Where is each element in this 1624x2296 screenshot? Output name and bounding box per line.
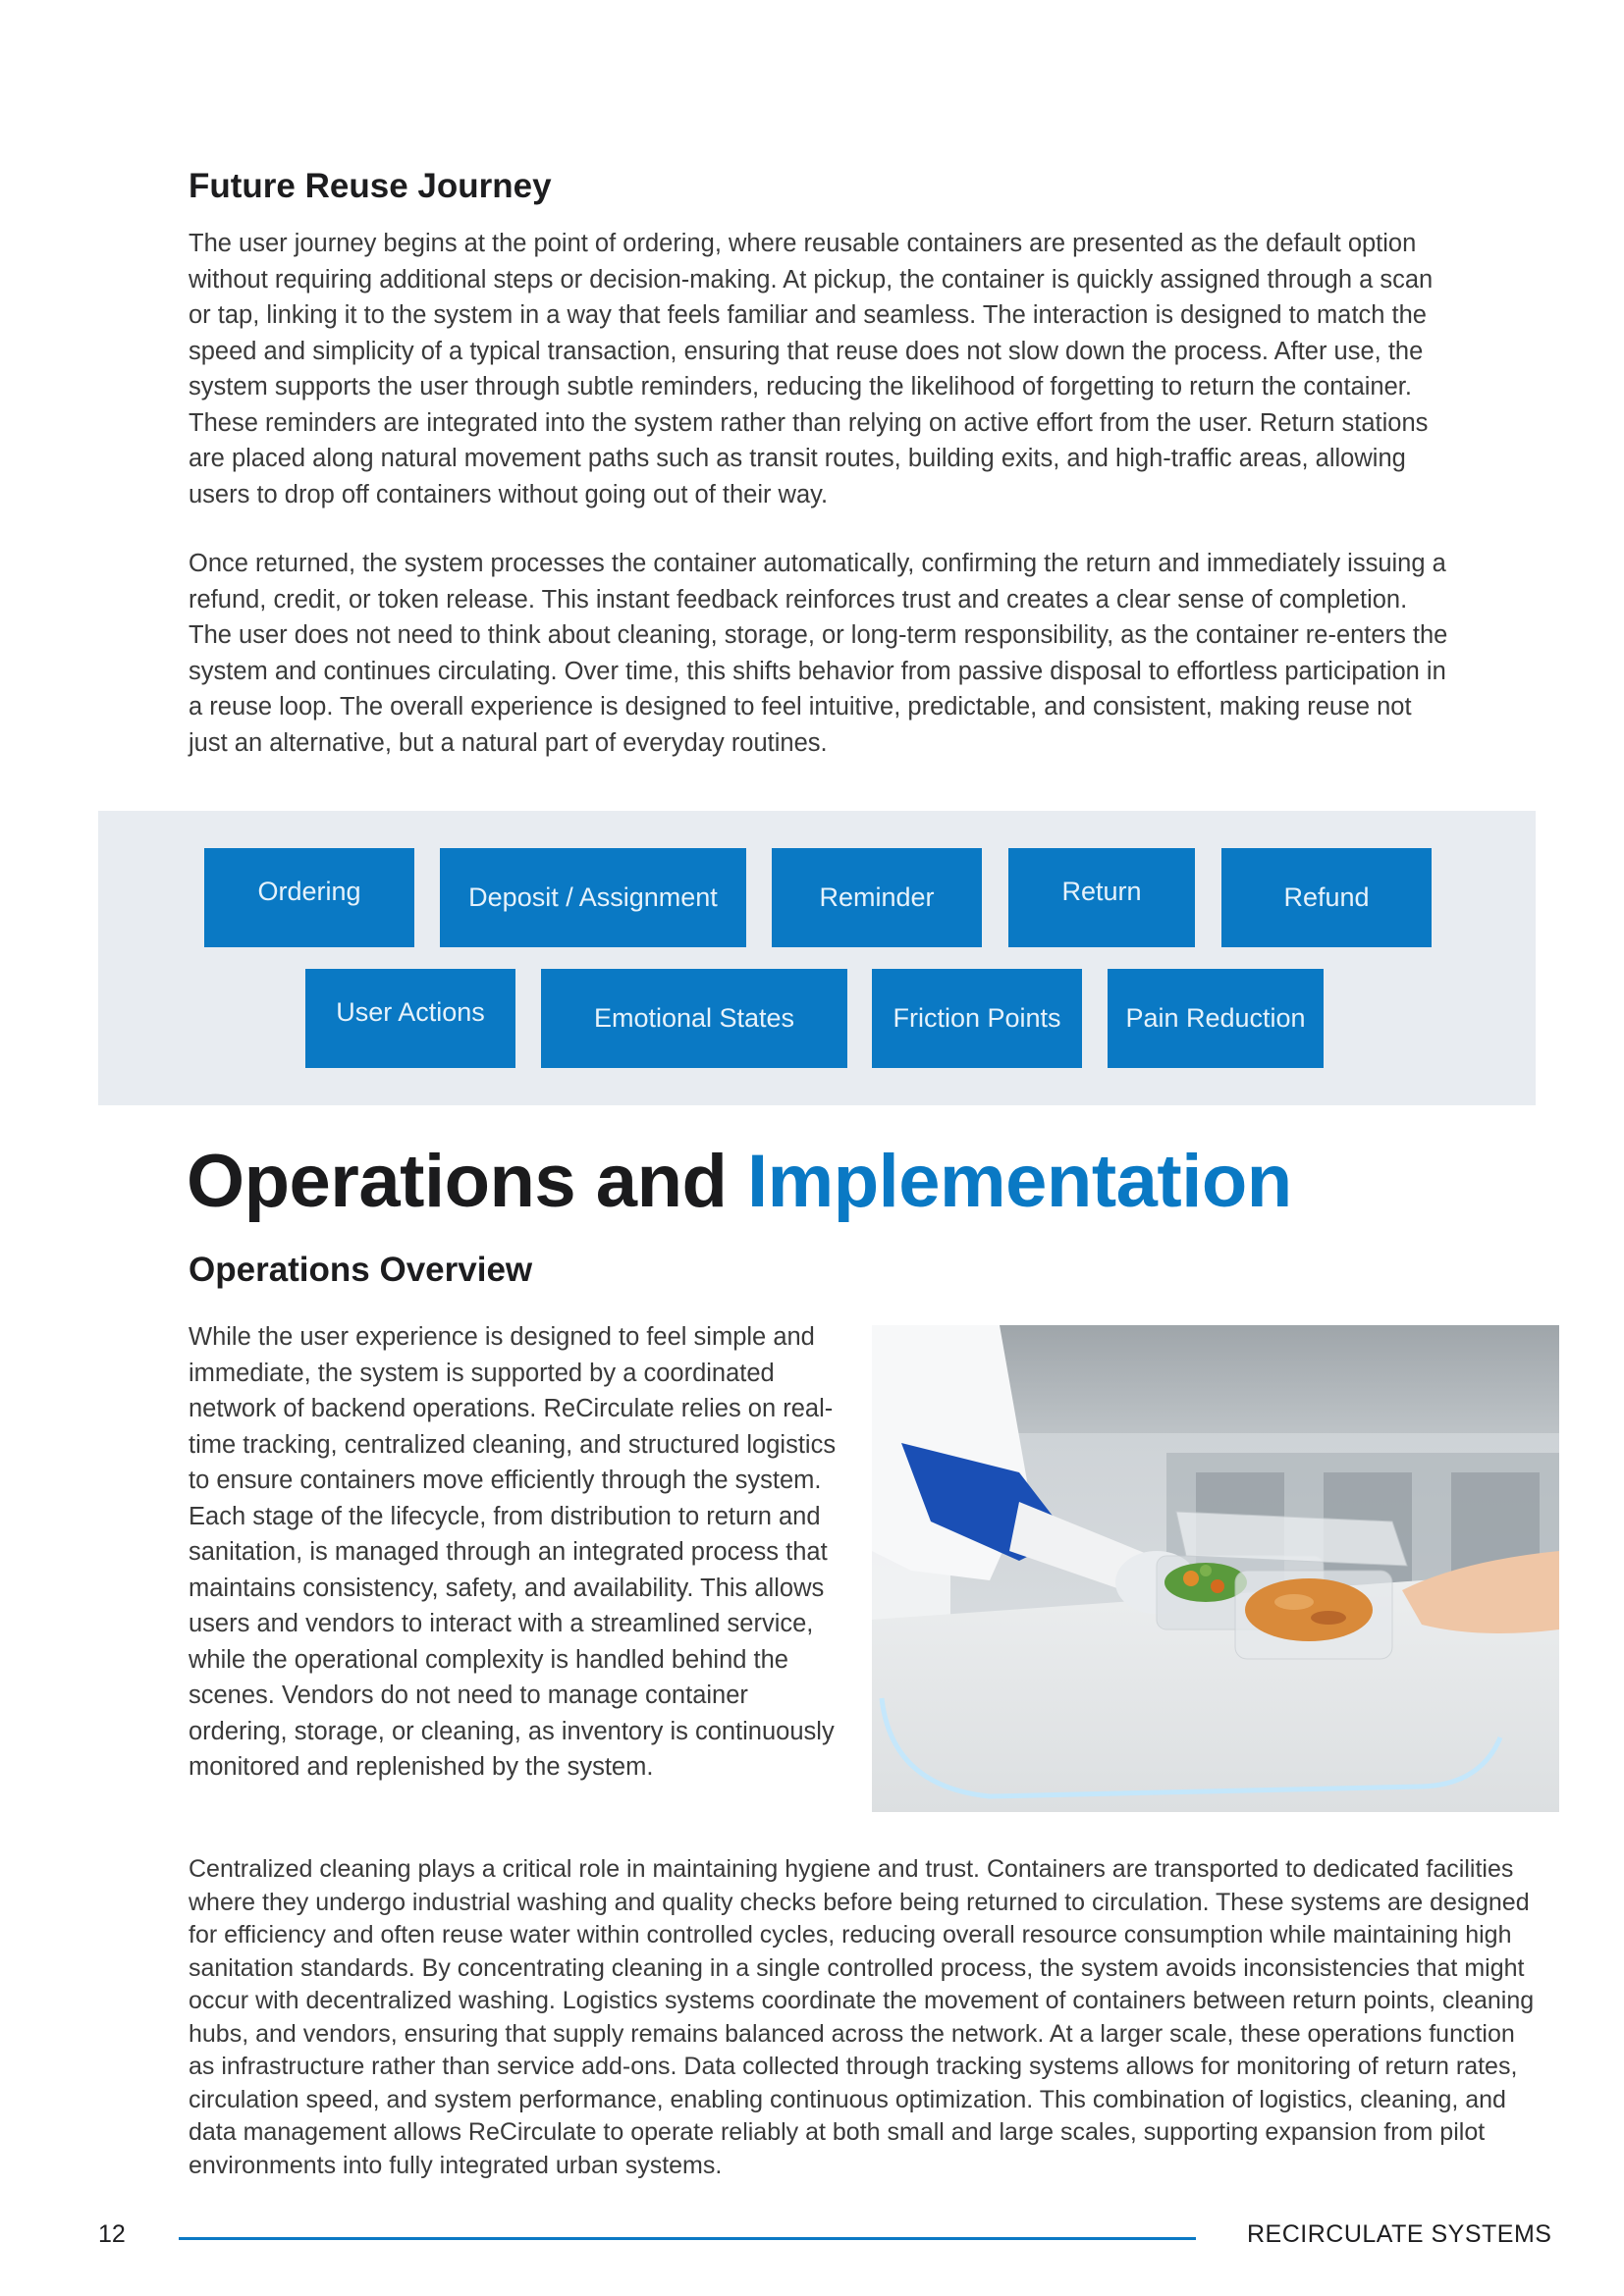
body-paragraph: The user journey begins at the point of ordering, where reusable containers are presented as the default option without requiring additional steps or decision-making. At pickup, the container is quickly assigned through a scan or tap, linking it to the system in a way that feels familiar and seamless. The interaction is designed to match the speed and simplicity of a typical transaction, ensuring that reuse does not slow down the process. After use, the system supports the user through subtle reminders, reducing the likelihood of forgetting to return the container. These reminders are integrated into the system rather than relying on active effort from the user. Return stations are placed along natural movement paths such as transit routes, building exits, and high-traffic areas, allowing users to drop off containers without going out of their way. [189,230,1434,508]
journey-layer-pain-reduction: Pain Reduction [1108,969,1324,1068]
body-paragraph: Once returned, the system processes the container automatically, confirming the return and immediately issuing a refund, credit, or token release. This instant feedback reinforces trust and creates a clear sense of completion. The user does not need to think about cleaning, storage, or long-term responsibility, as the container re-enters the system and continues circulating. Over time, this shifts behavior from passive disposal to effortless participation in a reuse loop. The overall experience is designed to feel intuitive, predictable, and consistent, making reuse not just an alternative, but a natural part of everyday routines. [189,550,1448,757]
journey-layer-friction-points: Friction Points [872,969,1082,1068]
journey-stage-refund: Refund [1221,848,1432,947]
section-heading: Future Reuse Journey [189,167,552,205]
footer-brand-label: RECIRCULATE SYSTEMS [1247,2220,1552,2248]
journey-stage-deposit: Deposit / Assignment [440,848,746,947]
subsection-heading: Operations Overview [189,1251,533,1289]
journey-stage-return: Return [1008,848,1195,947]
chapter-title-accent: Implementation [747,1140,1292,1223]
journey-stage-ordering: Ordering [204,848,414,947]
photo-illustration [872,1325,1559,1812]
footer-divider [179,2237,1196,2240]
journey-layer-emotional-states: Emotional States [541,969,847,1068]
journey-layer-user-actions: User Actions [305,969,515,1068]
page-number: 12 [98,2220,126,2248]
chapter-title-plain: Operations and [187,1140,748,1223]
chapter-title [187,1139,1292,1224]
body-paragraph: Centralized cleaning plays a critical role in maintaining hygiene and trust. Containers are transported to dedicated facilities where they undergo industrial washing and quality checks before being returned to circulation. These systems are designed for efficiency and often reuse water within controlled cycles, reducing overall resource consumption while maintaining high sanitation standards. By concentrating cleaning in a single controlled process, the system avoids inconsistencies that might occur with decentralized washing. Logistics systems coordinate the movement of containers between return points, cleaning hubs, and vendors, ensuring that supply remains balanced across the network. At a larger scale, these operations function as infrastructure rather than service add-ons. Data collected through tracking systems allows for monitoring of return rates, circulation speed, and system performance, enabling continuous optimization. This combination of logistics, cleaning, and data management allows ReCirculate to operate reliably at both small and large scales, supporting expansion from pilot environments into fully integrated urban systems. [189,1855,1535,2179]
body-paragraph: While the user experience is designed to feel simple and immediate, the system is supported by a coordinated network of backend operations. ReCirculate relies on real-time tracking, centralized cleaning, and structured logistics to ensure containers move efficiently through the system. Each stage of the lifecycle, from distribution to return and sanitation, is managed through an integrated process that maintains consistency, safety, and availability. This allows users and vendors to interact with a streamlined service, while the operational complexity is handled behind the scenes. Vendors do not need to manage container ordering, storage, or cleaning, as inventory is continuously monitored and replenished by the system. [189,1323,837,1781]
journey-stage-reminder: Reminder [772,848,982,947]
food-container-handoff-photo [872,1325,1559,1812]
